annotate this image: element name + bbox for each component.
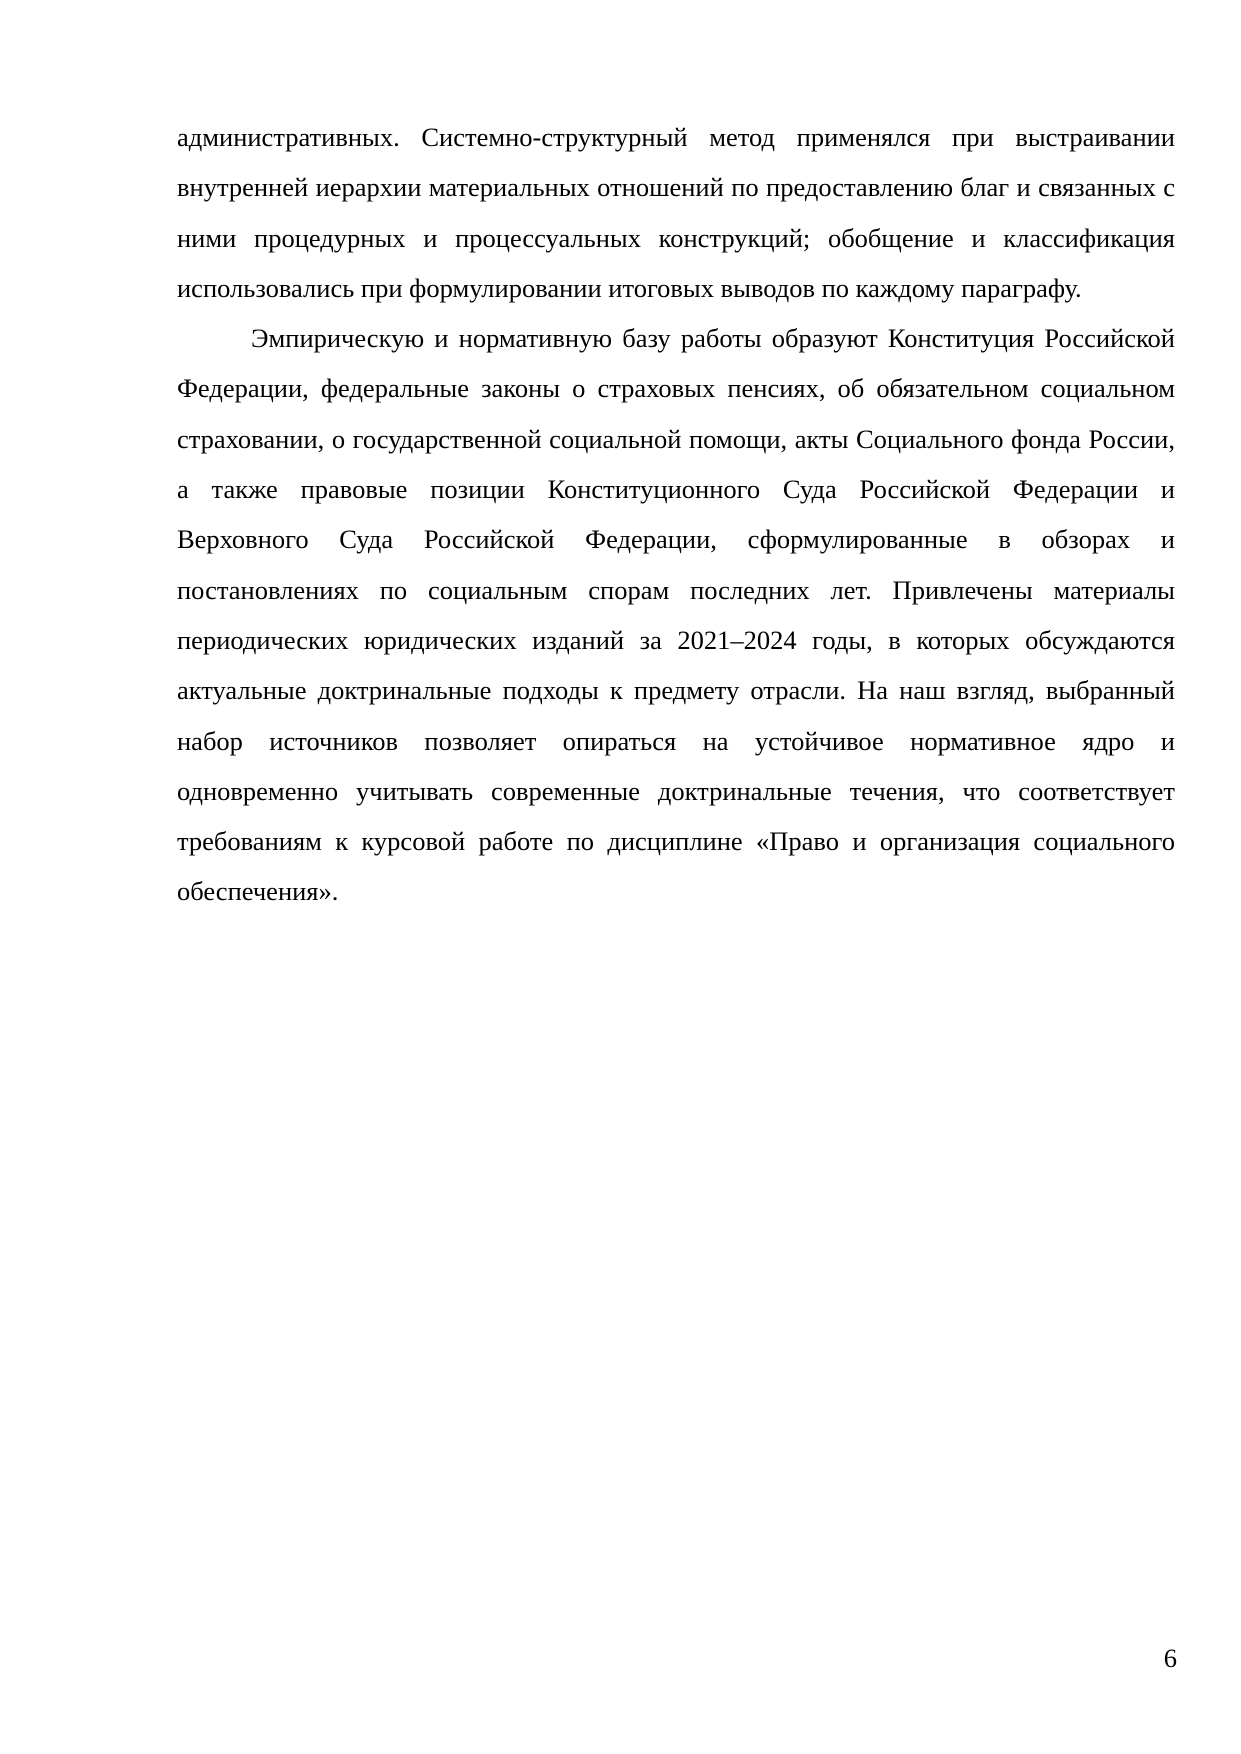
body-text — [177, 112, 1175, 917]
paragraph-continued: административных. Системно-структурный метод применялся при выстраивании внутренней иерархии материальных отношений по предоставлению благ и связанных с ними процедурных и процессуальных конструкций; обобщение и классификация использовались при формулировании итоговых выводов по каждому параграфу. — [177, 122, 1175, 303]
paragraph-sources: Эмпирическую и нормативную базу работы образуют Конституция Российской Федерации, федеральные законы о страховых пенсиях, об обязательном социальном страховании, о государственной социальной помощи, акты Социального фонда России, а также правовые позиции Конституционного Суда Российской Федерации и Верховного Суда Российской Федерации, сформулированные в обзорах и постановлениях по социальным спорам последних лет. Привлечены материалы периодических юридических изданий за 2021–2024 годы, в которых обсуждаются актуальные доктринальные подходы к предмету отрасли. На наш взгляд, выбранный набор источников позволяет опираться на устойчивое нормативное ядро и одновременно учитывать современные доктринальные течения, что соответствует требованиям к курсовой работе по дисциплине «Право и организация социального обеспечения». — [177, 323, 1175, 907]
page-number: 6 — [1163, 1643, 1177, 1673]
